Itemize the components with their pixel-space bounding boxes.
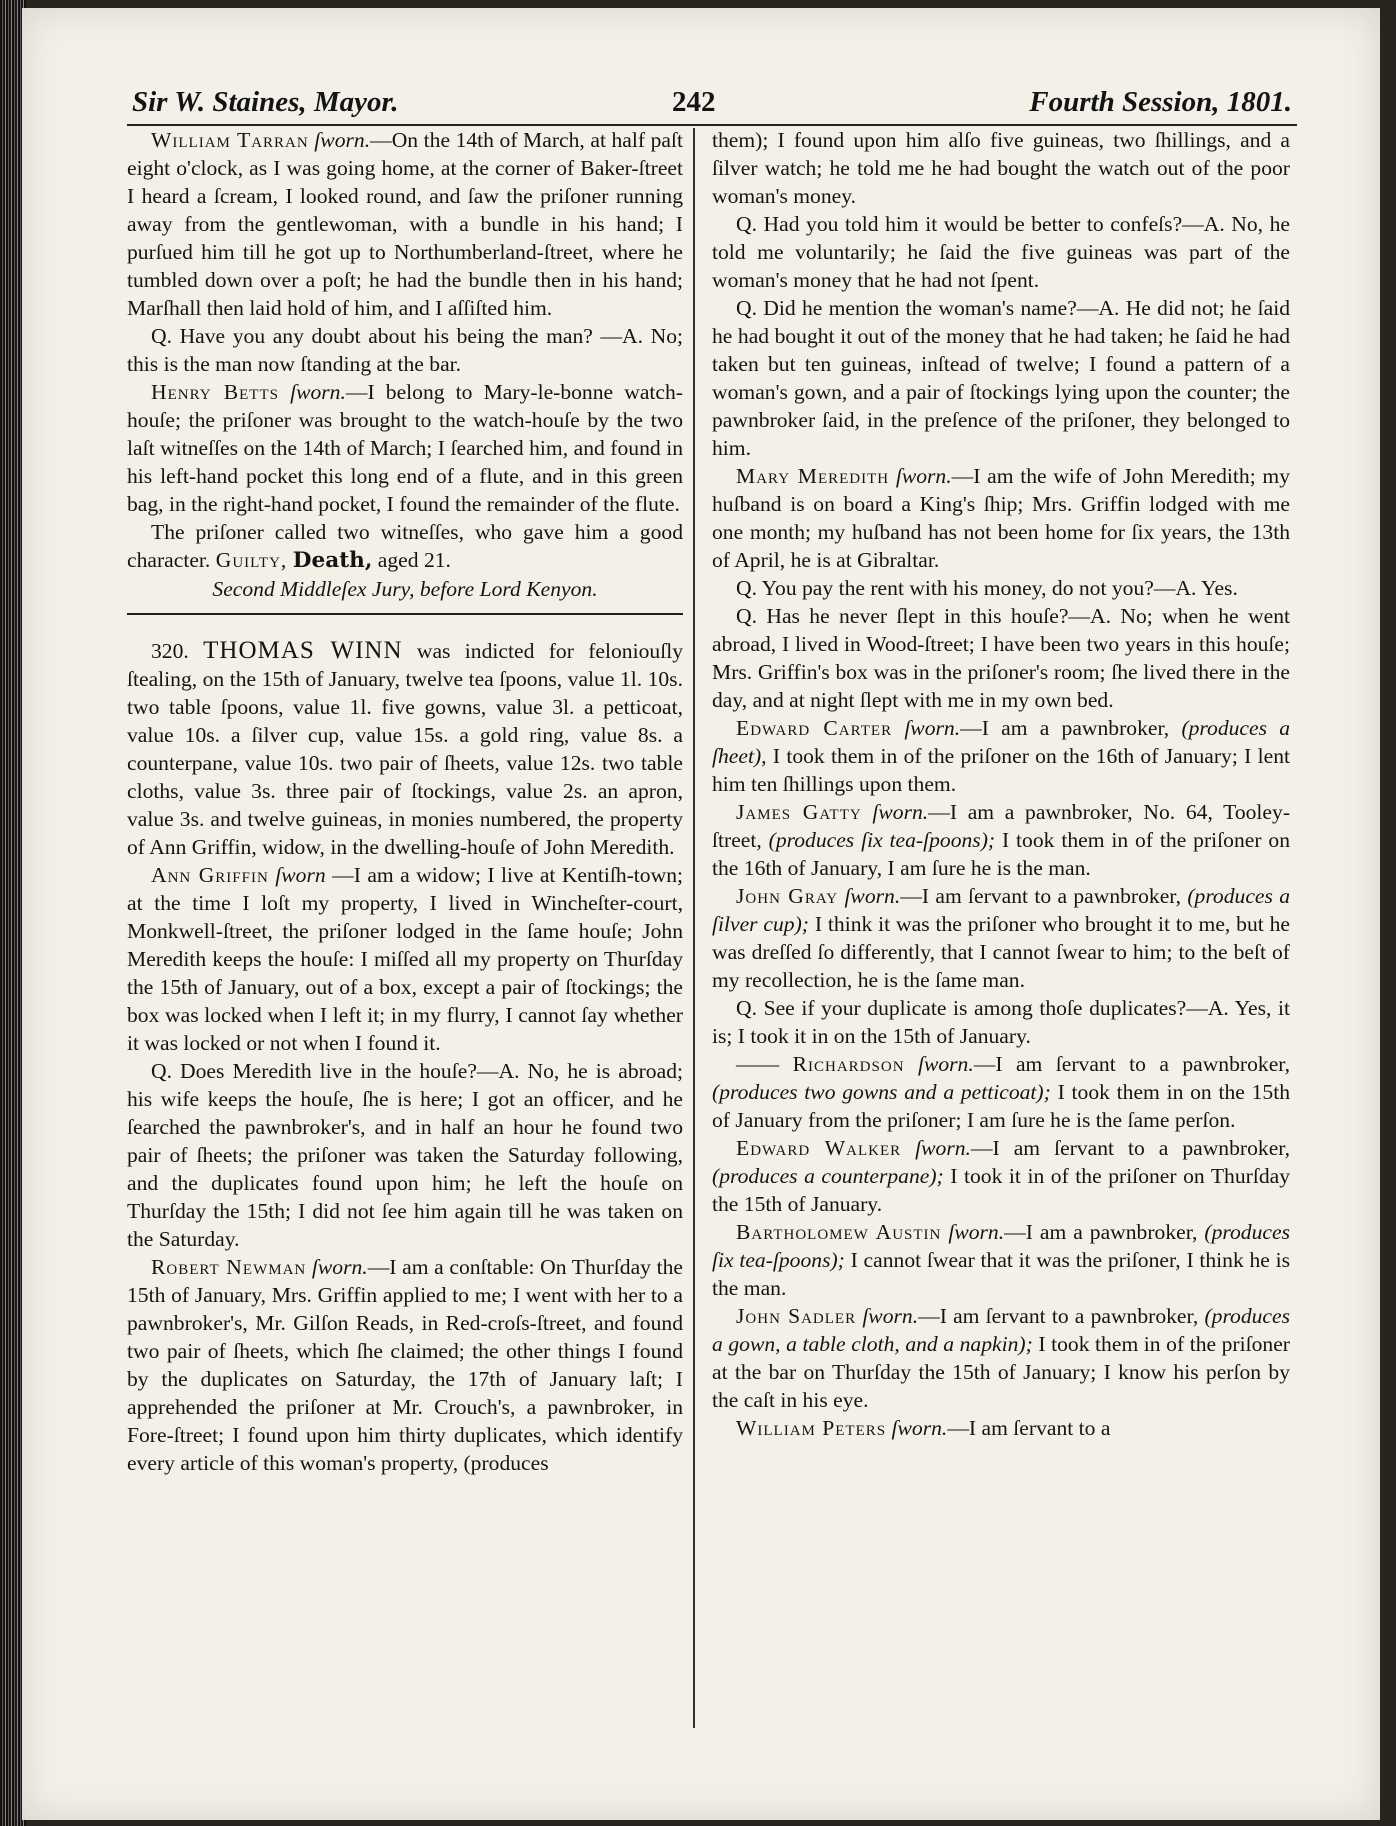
witness-name: Bartholomew Austin [736, 1220, 942, 1244]
running-header [132, 86, 1292, 128]
header-mayor: Sir W. Staines, Mayor. [132, 86, 399, 118]
case-number: 320. [151, 639, 189, 663]
left-column [127, 126, 683, 1477]
witness-name: Edward Carter [736, 716, 893, 740]
paragraph-gatty: James Gatty ſworn.—I am a pawnbroker, No. 64, Tooley-ſtreet, (produces ſix tea-ſpoons); I took them in of the priſoner on the 16th of January, I am ſure he is the man. [712, 800, 1291, 880]
header-session: Fourth Session, 1801. [1029, 86, 1292, 118]
paragraph-question: Q. Does Meredith live in the houſe?—A. No, he is abroad; his wife keeps the houſe, ſhe is here; I got an officer, and he ſearched the pawnbroker's, and in half an hour he found two pair of ſheets; the priſoner was taken the Saturday following, and the duplicates found upon him; he left the houſe on Thurſday the 15th; I did not ſee him again till he was taken on the Saturday. [127, 1059, 683, 1251]
right-column [712, 126, 1290, 1442]
jury-line: Second Middleſex Jury, before Lord Kenyon. [212, 577, 598, 601]
witness-name: Ann Griffin [151, 863, 269, 887]
witness-name: Henry Betts [151, 380, 279, 404]
paragraph-continuation: them); I found upon him alſo five guineas, two ſhillings, and a ſilver watch; he told me he had bought the watch out of the poor woman's money. [712, 128, 1290, 208]
paragraph-carter: Edward Carter ſworn.—I am a pawnbroker, (produces a ſheet), I took them in of the priſoner on the 16th of January; I lent him ten ſhillings upon them. [712, 716, 1291, 796]
paragraph-sadler: John Sadler ſworn.—I am ſervant to a pawnbroker, (produces a gown, a table cloth, and a napkin); I took them in of the priſoner at the bar on Thurſday the 15th of January; I know his perſon by the caſt in his eye. [712, 1304, 1291, 1412]
paragraph-indictment: 320. THOMAS WINN was indicted for feloniouſly ſtealing, on the 15th of January, twelve tea ſpoons, value 1l. 10s. two table ſpoons, value 1l. five gowns, value 3l. a petticoat, value 10s. a ſilver cup, value 15s. a gold ring, value 8s. a counterpane, value 10s. two pair of ſheets, value 12s. two table cloths, value 3s. three pair of ſtockings, value 2s. an apron, value 3s. and twelve guineas, in monies numbered, the property of Ann Griffin, widow, in the dwelling-houſe of John Meredith. [127, 637, 683, 859]
witness-name: William Peters [736, 1416, 887, 1440]
paragraph-walker: Edward Walker ſworn.—I am ſervant to a pawnbroker, (produces a counterpane); I took it in of the priſoner on Thurſday the 15th of January. [712, 1136, 1290, 1216]
paragraph-question: Q. Had you told him it would be better to confeſs?—A. No, he told me voluntarily; he ſaid the five guineas was part of the woman's money that he had not ſpent. [712, 212, 1290, 292]
paragraph-tarran: William Tarran ſworn.—On the 14th of March, at half paſt eight o'clock, as I was going home, at the corner of Baker-ſtreet I heard a ſcream, I looked round, and ſaw the priſoner running away from the gentlewoman, with a bundle in his hand; I purſued him till he got up to Northumberland-ſtreet, where he tumbled down over a poſt; he had the bundle then in his hand; Marſhall then laid hold of him, and I aſſiſted him. [127, 128, 684, 320]
document-page [22, 8, 1380, 1820]
verdict-guilty: Guilty, [215, 548, 288, 572]
paragraph-austin: Bartholomew Austin ſworn.—I am a pawnbroker, (produces ſix tea-ſpoons); I cannot ſwear that it was the priſoner, I think he is the man. [712, 1220, 1291, 1300]
verdict-age: aged 21. [377, 548, 451, 572]
column-divider [693, 128, 695, 1728]
paragraph-peters: William Peters ſworn.—I am ſervant to a [736, 1416, 1111, 1440]
case-separator [127, 613, 683, 615]
witness-name: Edward Walker [736, 1136, 902, 1160]
paragraph-character: The priſoner called two witneſſes, who gave him a good character. Guilty, Death, aged 21. [127, 520, 683, 573]
paragraph-richardson: —— Richardson ſworn.—I am ſervant to a pawnbroker, (produces two gowns and a petticoat); I took them in on the 15th of January from the priſoner; I am ſure he is the ſame perſon. [712, 1052, 1290, 1132]
paragraph-question: Q. Has he never ſlept in this houſe?—A. No; when he went abroad, I lived in Wood-ſtreet; I have been two years in this houſe; Mrs. Griffin's box was in the priſoner's room; ſhe lived there in the day, and at night ſlept with me in my own bed. [712, 604, 1290, 712]
paragraph-question: Q. Have you any doubt about his being the man? —A. No; this is the man now ſtanding at the bar. [127, 324, 683, 376]
witness-name: James Gatty [736, 800, 862, 824]
verdict-death: Death, [292, 548, 373, 573]
paragraph-newman: Robert Newman ſworn.—I am a conſtable: On Thurſday the 15th of January, Mrs. Griffin applied to me; I went with her to a pawnbroker's, Mr. Gilſon Reads, in Red-croſs-ſtreet, and found two pair of ſheets, which ſhe claimed; the other things I found by the duplicates on Saturday, the 17th of January laſt; I apprehended the priſoner at Mr. Crouch's, a pawnbroker, in Fore-ſtreet; I found upon him thirty duplicates, which identify every article of this woman's property, (produces [127, 1255, 683, 1475]
paragraph-griffin: Ann Griffin ſworn —I am a widow; I live at Kentiſh-town; at the time I loſt my property, I lived in Wincheſter-court, Monkwell-ſtreet, the priſoner lodged in the ſame houſe; John Meredith keeps the houſe: I miſſed all my property on Thurſday the 15th of January, out of a box, except a pair of ſtockings; the box was locked when I left it; in my flurry, I cannot ſay whether it was locked or not when I found it. [127, 863, 683, 1055]
witness-name: John Gray [736, 884, 839, 908]
witness-name: William Tarran [151, 128, 309, 152]
page-number: 242 [672, 86, 716, 118]
paragraph-question: Q. You pay the rent with his money, do not you?—A. Yes. [736, 576, 1238, 600]
defendant-name: THOMAS WINN [203, 637, 403, 664]
paragraph-question: Q. Did he mention the woman's name?—A. He did not; he ſaid he had bought it out of the money that he had taken; he ſaid he had taken but ten guineas, inſtead of twelve; I found a pattern of a woman's gown, and a pair of ſtockings lying upon the counter; the pawnbroker ſaid, in the preſence of the priſoner, they belonged to him. [712, 296, 1290, 460]
paragraph-question: Q. See if your duplicate is among thoſe duplicates?—A. Yes, it is; I took it in on the 15th of January. [712, 996, 1290, 1048]
witness-name: Richardson [792, 1052, 905, 1076]
paragraph-betts: Henry Betts ſworn.—I belong to Mary-le-bonne watch-houſe; the priſoner was brought to the watch-houſe by the two laſt witneſſes on the 14th of March; I ſearched him, and found in his left-hand pocket this long end of a flute, and in this green bag, in the right-hand pocket, I found the remainder of the flute. [127, 380, 683, 516]
witness-name: Mary Meredith [736, 464, 890, 488]
paragraph-meredith: Mary Meredith ſworn.—I am the wife of John Meredith; my huſband is on board a King's ſhip; Mrs. Griffin lodged with me one month; my huſband has not been home for ſix years, the 13th of April, he is at Gibraltar. [712, 464, 1291, 572]
witness-name: Robert Newman [151, 1255, 307, 1279]
paragraph-gray: John Gray ſworn.—I am ſervant to a pawnbroker, (produces a ſilver cup); I think it was the priſoner who brought it to me, but he was dreſſed ſo differently, that I cannot ſwear to him; to the beſt of my recollection, he is the ſame man. [712, 884, 1291, 992]
witness-name: John Sadler [736, 1304, 857, 1328]
